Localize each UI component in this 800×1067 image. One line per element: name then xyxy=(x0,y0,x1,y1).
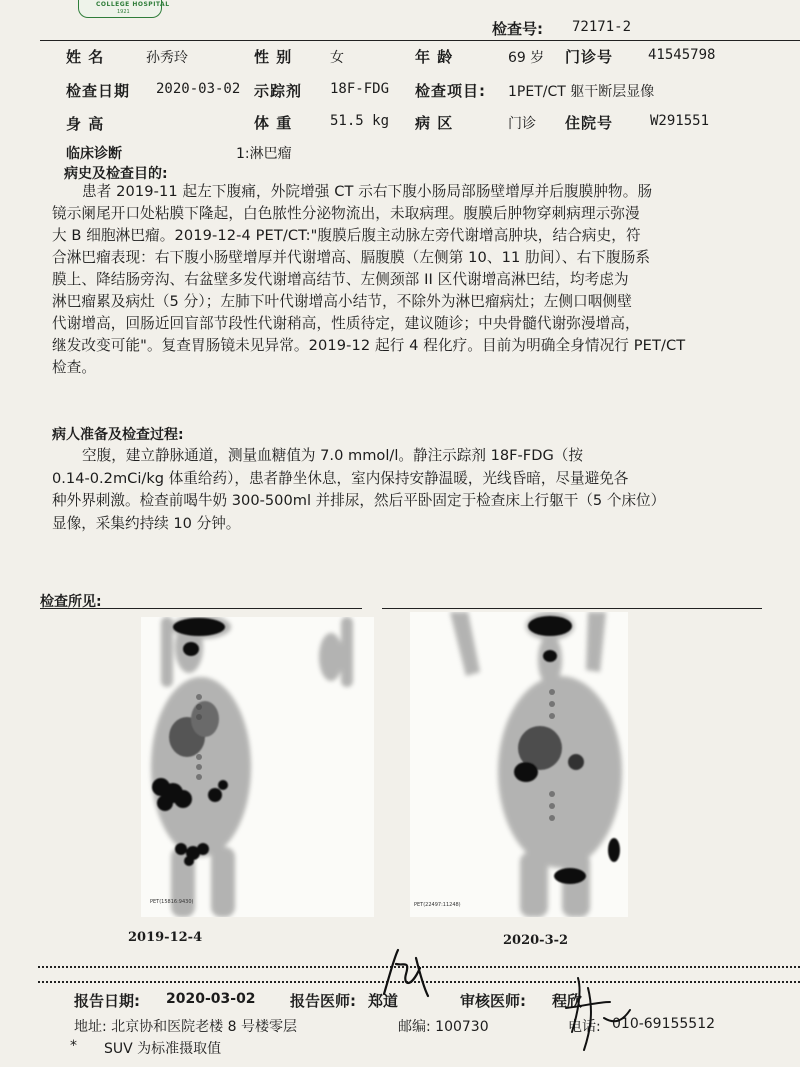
history-line: 大 B 细胞淋巴瘤。2019-12-4 PET/CT:"腹膜后腹主动脉左旁代谢增高肿块，结合病史，符 xyxy=(52,227,641,244)
history-line: 镜示阑尾开口处粘膜下隆起，白色脓性分泌物流出，未取病理。腹膜后肿物穿刺病理示弥漫 xyxy=(52,205,640,222)
patient-weight: 51.5 kg xyxy=(330,113,390,129)
suv-asterisk: * xyxy=(70,1038,77,1054)
patient-name: 孙秀玲 xyxy=(146,50,188,66)
pet-caption-2020: PET(22497:11248) xyxy=(414,902,461,908)
preparation-line: 0.14-0.2mCi/kg 体重给药），患者静坐休息，室内保持安静温暖，光线昏暗，尽量避免各 xyxy=(52,469,629,487)
preparation-line: 显像，采集约持续 10 分钟。 xyxy=(52,514,241,532)
tracer-label: 示踪剂 xyxy=(254,82,303,100)
weight-label: 体 重 xyxy=(254,114,293,132)
suv-note: SUV 为标准摄取值 xyxy=(104,1041,222,1057)
height-label: 身 高 xyxy=(66,115,105,133)
reviewer-label: 审核医师: xyxy=(460,992,526,1010)
pet-caption-2019: PET(15816:9430) xyxy=(150,899,194,905)
ward-label: 病 区 xyxy=(415,114,454,132)
exam-number: 72171-2 xyxy=(572,19,632,35)
ward: 门诊 xyxy=(508,116,536,132)
report-doctor: 郑道 xyxy=(368,992,399,1010)
exam-date: 2020-03-02 xyxy=(156,81,241,97)
inpatient-label: 住院号 xyxy=(565,114,614,132)
sex-label: 性 别 xyxy=(254,48,293,66)
diagnosis-label: 临床诊断 xyxy=(66,146,122,162)
pet-mip-image-2019 xyxy=(141,617,374,917)
history-text xyxy=(52,181,752,379)
doctor-signature xyxy=(376,944,436,1002)
logo-text: COLLEGE HOSPITAL xyxy=(96,1,170,8)
scan-date-2020: 2020-3-2 xyxy=(503,933,569,948)
exam-number-label: 检查号: xyxy=(492,20,543,38)
postcode: 邮编: 100730 xyxy=(398,1019,489,1035)
history-line: 淋巴瘤累及病灶（5 分）；左肺下叶代谢增高小结节，不除外为淋巴瘤病灶；左侧口咽侧壁 xyxy=(52,293,632,310)
logo-year: 1921 xyxy=(117,9,130,15)
preparation-text xyxy=(52,445,752,535)
report-date-label: 报告日期: xyxy=(74,992,140,1010)
address: 地址: 北京协和医院老楼 8 号楼零层 xyxy=(74,1019,297,1035)
exam-item-label: 检查项目: xyxy=(415,82,486,100)
preparation-title: 病人准备及检查过程: xyxy=(52,427,184,443)
findings-rule-left xyxy=(40,608,362,609)
doctor-label: 报告医师: xyxy=(290,992,356,1010)
report-date: 2020-03-02 xyxy=(166,991,256,1007)
outpatient-label: 门诊号 xyxy=(565,48,614,66)
history-line: 患者 2019-11 起左下腹痛，外院增强 CT 示右下腹小肠局部肠壁增厚并后腹膜肿物。肠 xyxy=(82,183,653,200)
inpatient-number: W291551 xyxy=(650,113,710,129)
tracer: 18F-FDG xyxy=(330,81,390,97)
findings-rule-right xyxy=(382,608,762,609)
preparation-line: 种外界刺激。检查前喝牛奶 300-500ml 并排尿，然后平卧固定于检查床上行躯干（5 个床位） xyxy=(52,492,666,509)
reviewer: 程欣 xyxy=(552,992,583,1010)
clinical-diagnosis: 1:淋巴瘤 xyxy=(236,146,292,162)
history-line: 代谢增高，回肠近回盲部节段性代谢稍高，性质待定，建议随诊；中央骨髓代谢弥漫增高， xyxy=(52,315,640,332)
age-label: 年 龄 xyxy=(415,48,454,66)
history-line: 合淋巴瘤表现：右下腹小肠壁增厚并代谢增高、膈腹膜（左侧第 10、11 肋间）、右下腹肠系 xyxy=(52,249,651,266)
phone-label: 电话: xyxy=(568,1019,601,1035)
history-title: 病史及检查目的: xyxy=(64,166,168,182)
header-rule xyxy=(40,40,800,41)
history-line: 膜上、降结肠旁沟、右盆壁多发代谢增高结节、左侧颈部 II 区代谢增高淋巴结，均考虑为 xyxy=(52,271,629,288)
exam-item: 1PET/CT 躯干断层显像 xyxy=(508,84,655,100)
scan-date-2019: 2019-12-4 xyxy=(128,930,203,945)
history-line: 继发改变可能"。复查胃肠镜未见异常。2019-12 起行 4 程化疗。目前为明确全身情况行 PET/CT xyxy=(52,337,686,354)
phone: 010-69155512 xyxy=(612,1016,716,1032)
findings-title: 检查所见: xyxy=(40,594,102,610)
outpatient-number: 41545798 xyxy=(648,47,716,63)
patient-age: 69 岁 xyxy=(508,50,545,66)
name-label: 姓 名 xyxy=(66,48,105,66)
pet-mip-image-2020 xyxy=(410,612,628,917)
preparation-line: 空腹，建立静脉通道，测量血糖值为 7.0 mmol/l。静注示踪剂 18F-FDG（按 xyxy=(82,447,583,464)
reviewer-signature xyxy=(548,972,638,1056)
patient-sex: 女 xyxy=(330,50,344,66)
exam-date-label: 检查日期 xyxy=(66,82,131,100)
history-line: 检查。 xyxy=(52,359,97,376)
